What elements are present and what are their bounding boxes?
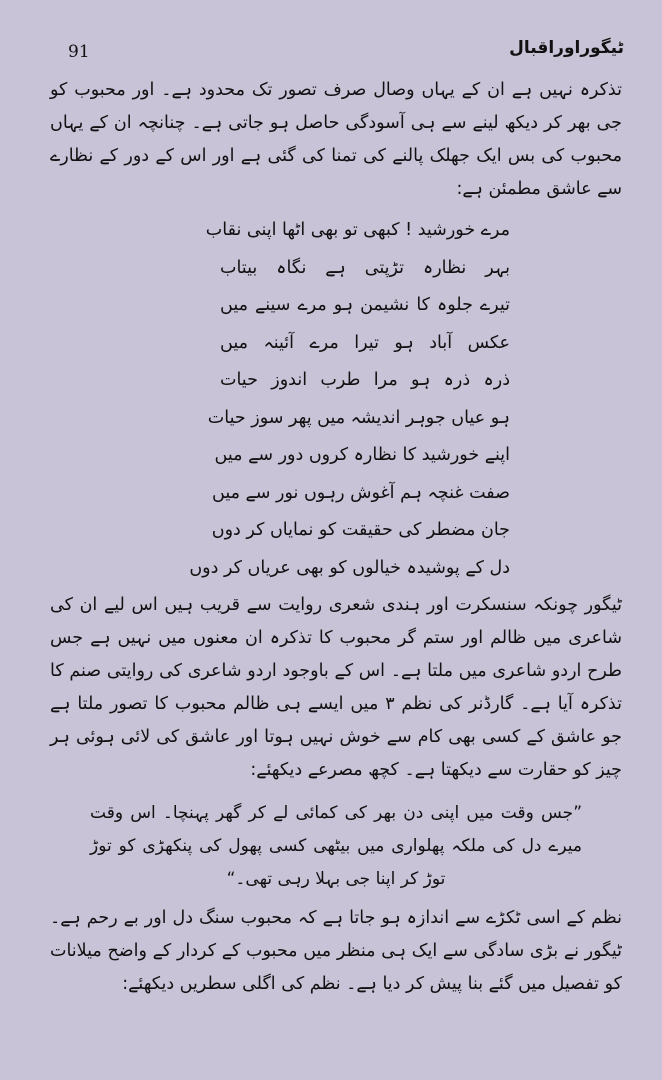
page-number: 91 bbox=[68, 42, 90, 62]
verse-line: تیرے جلوہ کا نشیمن ہو مرے سینے میں bbox=[220, 295, 510, 315]
page-content bbox=[50, 74, 622, 1001]
verse-line: دل کے پوشیدہ خیالوں کو بھی عریاں کر دوں bbox=[189, 557, 510, 578]
paragraph-1-text: تذکرہ نہیں ہے ان کے یہاں وصال صرف تصور تک محدود ہے۔ اور محبوب کو جی بھر کر دیکھ لینے سے ہی آسودگی حاصل ہو جاتی ہے۔ چنانچہ ان کے یہاں محبوب کی بس ایک جھلک پالنے کی تمنا کی گئی ہے اور اس کے دور کے نظارے سے عاشق مطمئن ہے: bbox=[50, 80, 622, 199]
verse-line: جان مضطر کی حقیقت کو نمایاں کر دوں bbox=[211, 520, 510, 540]
poem-verses bbox=[189, 212, 622, 587]
verse-line: عکس آباد ہو تیرا مرے آئینہ میں bbox=[220, 332, 510, 353]
verse-line: ذرہ ذرہ ہو مرا طرب اندوز حیات bbox=[220, 370, 510, 390]
paragraph-3-text: نظم کے اسی ٹکڑے سے اندازہ ہو جاتا ہے کہ محبوب سنگ دل اور بے رحم ہے۔ ٹیگور نے بڑی سادگی سے ایک ہی منظر میں محبوب کے کردار کے واضح میلانات کو تفصیل میں گئے بنا پیش کر دیا ہے۔ نظم کی اگلی سطریں دیکھئے: bbox=[50, 908, 622, 994]
verse-line: ہو عیاں جوہر اندیشہ میں پھر سوز حیات bbox=[207, 407, 510, 428]
paragraph-intro bbox=[50, 74, 622, 206]
paragraph-conclusion bbox=[50, 902, 622, 1001]
paragraph-tagore bbox=[50, 589, 622, 787]
verse-line: اپنے خورشید کا نظارہ کروں دور سے میں bbox=[214, 445, 510, 465]
verse-line: صفت غنچہ ہم آغوش رہوں نور سے میں bbox=[212, 482, 510, 503]
block-quote: ”جس وقت میں اپنی دن بھر کی کمائی لے کر گھر پہنچا۔ اس وقت میرے دل کی ملکہ پھلواری میں بیٹھی کسی پھول کی پنکھڑی کو توڑ توڑ کر اپنا جی بہلا رہی تھی۔“ bbox=[90, 803, 582, 889]
running-header: ٹیگوراوراقبال bbox=[509, 38, 624, 58]
verse-line: مرے خورشید ! کبھی تو بھی اٹھا اپنی نقاب bbox=[205, 220, 510, 240]
paragraph-2-text: ٹیگور چونکہ سنسکرت اور ہندی شعری روایت سے قریب ہیں اس لیے ان کی شاعری میں ظالم اور ستم گر محبوب کا تذکرہ ان معنوں میں نہیں ہے جس طرح اردو شاعری میں ملتا ہے۔ اس کے باوجود اردو شاعری کی روایتی صنم کا تذکرہ آیا ہے۔ گارڈنر کی نظم ۳ میں ایسے ہی ظالم محبوب کا تصور ملتا ہے جو عاشق کے کسی بھی کام سے خوش نہیں ہوتا اور عاشق کی لائی ہوئی ہر چیز کو حقارت سے دیکھتا ہے۔ کچھ مصرعے دیکھئے: bbox=[50, 595, 622, 780]
verse-line: بہر نظارہ تڑپتی ہے نگاہ بیتاب bbox=[220, 257, 510, 278]
